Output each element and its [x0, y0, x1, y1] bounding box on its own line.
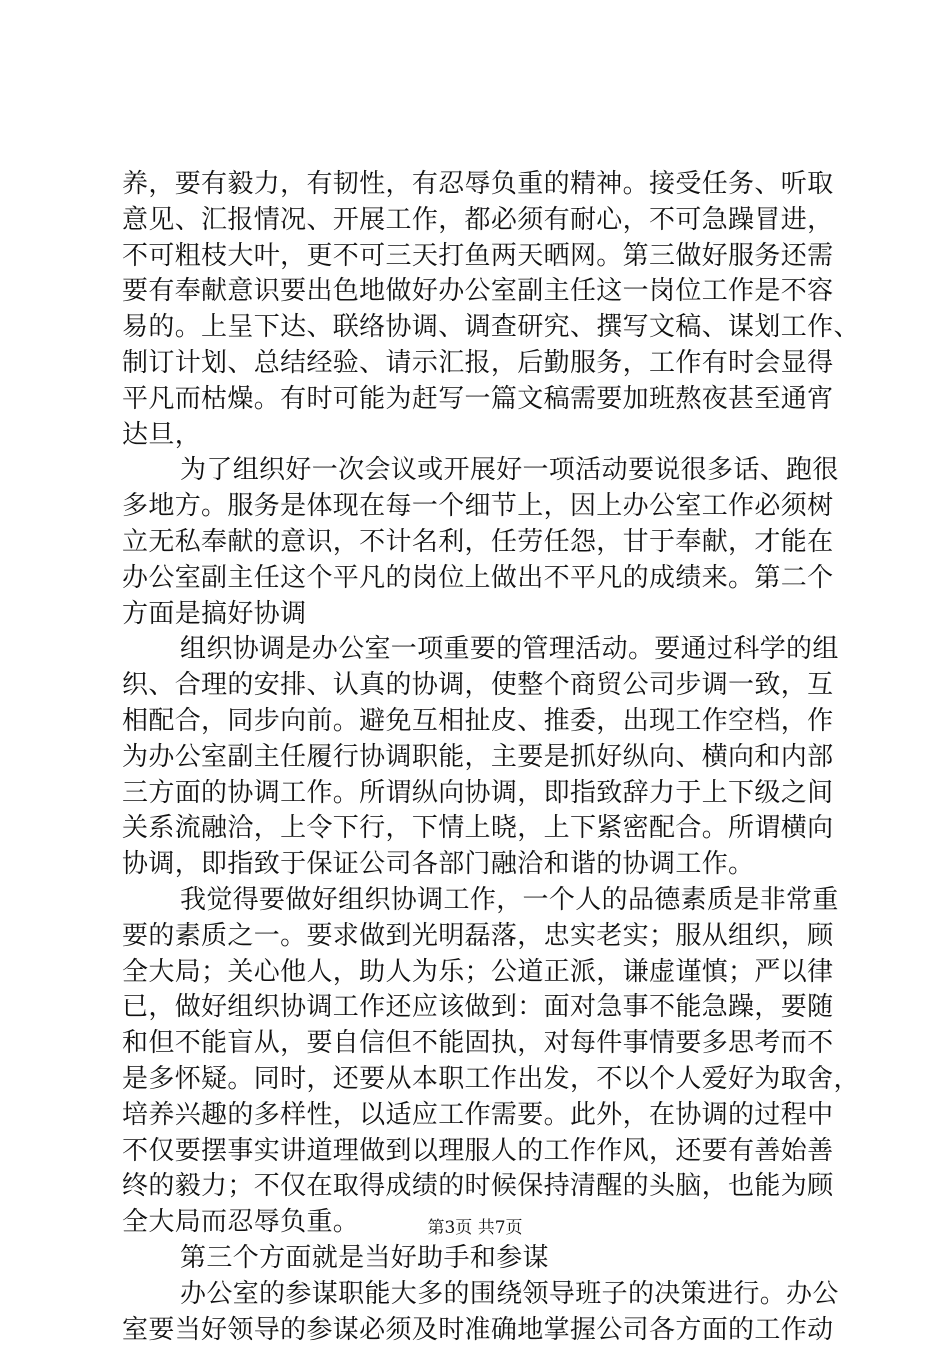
body-text — [122, 167, 834, 1348]
text-line: 不可粗枝大叶，更不可三天打鱼两天晒网。第三做好服务还需 — [122, 239, 834, 275]
text-line: 已，做好组织协调工作还应该做到：面对急事不能急躁，要随 — [122, 990, 834, 1026]
text-line: 不仅要摆事实讲道理做到以理服人的工作作风，还要有善始善 — [122, 1134, 834, 1170]
text-line: 协调，即指致于保证公司各部门融洽和谐的协调工作。 — [122, 847, 834, 883]
text-line: 养，要有毅力，有韧性，有忍辱负重的精神。接受任务、听取 — [122, 167, 834, 203]
text-line: 全大局；关心他人，助人为乐；公道正派，谦虚谨慎；严以律 — [122, 955, 834, 991]
text-line: 多地方。服务是体现在每一个细节上，因上办公室工作必须树 — [122, 489, 834, 525]
paragraph-first-line: 办公室的参谋职能大多的围绕领导班子的决策进行。办公 — [122, 1277, 834, 1313]
text-line: 易的。上呈下达、联络协调、调查研究、撰写文稿、谋划工作、 — [122, 310, 834, 346]
text-line: 关系流融洽，上令下行，下情上晓，上下紧密配合。所谓横向 — [122, 811, 834, 847]
text-line: 要有奉献意识要出色地做好办公室副主任这一岗位工作是不容 — [122, 274, 834, 310]
section-heading: 第三个方面就是当好助手和参谋 — [122, 1241, 834, 1277]
paragraph-first-line: 组织协调是办公室一项重要的管理活动。要通过科学的组 — [122, 632, 834, 668]
text-line: 相配合，同步向前。避免互相扯皮、推委，出现工作空档，作 — [122, 704, 834, 740]
text-line: 意见、汇报情况、开展工作，都必须有耐心，不可急躁冒进， — [122, 203, 834, 239]
text-line: 培养兴趣的多样性，以适应工作需要。此外，在协调的过程中 — [122, 1098, 834, 1134]
text-line: 为办公室副主任履行协调职能，主要是抓好纵向、横向和内部 — [122, 740, 834, 776]
text-line: 达旦， — [122, 418, 834, 454]
paragraph-first-line: 我觉得要做好组织协调工作，一个人的品德素质是非常重 — [122, 883, 834, 919]
text-line: 三方面的协调工作。所谓纵向协调，即指致辞力于上下级之间 — [122, 776, 834, 812]
text-line: 方面是搞好协调 — [122, 597, 834, 633]
text-line: 全大局而忍辱负重。 — [122, 1205, 834, 1241]
text-line: 是多怀疑。同时，还要从本职工作出发，不以个人爱好为取舍， — [122, 1062, 834, 1098]
text-line: 织、合理的安排、认真的协调，使整个商贸公司步调一致，互 — [122, 668, 834, 704]
text-line: 立无私奉献的意识，不计名利，任劳任怨，甘于奉献，才能在 — [122, 525, 834, 561]
text-line: 办公室副主任这个平凡的岗位上做出不平凡的成绩来。第二个 — [122, 561, 834, 597]
text-line: 终的毅力；不仅在取得成绩的时候保持清醒的头脑，也能为顾 — [122, 1169, 834, 1205]
text-line: 平凡而枯燥。有时可能为赶写一篇文稿需要加班熬夜甚至通宵 — [122, 382, 834, 418]
paragraph-first-line: 为了组织好一次会议或开展好一项活动要说很多话、跑很 — [122, 453, 834, 489]
text-line: 要的素质之一。要求做到光明磊落，忠实老实；服从组织，顾 — [122, 919, 834, 955]
page-footer: 第3页 共7页 — [0, 1213, 950, 1238]
text-line: 和但不能盲从，要自信但不能固执，对每件事情要多思考而不 — [122, 1026, 834, 1062]
text-line: 室要当好领导的参谋必须及时准确地掌握公司各方面的工作动 — [122, 1313, 834, 1348]
text-line: 制订计划、总结经验、请示汇报，后勤服务，工作有时会显得 — [122, 346, 834, 382]
